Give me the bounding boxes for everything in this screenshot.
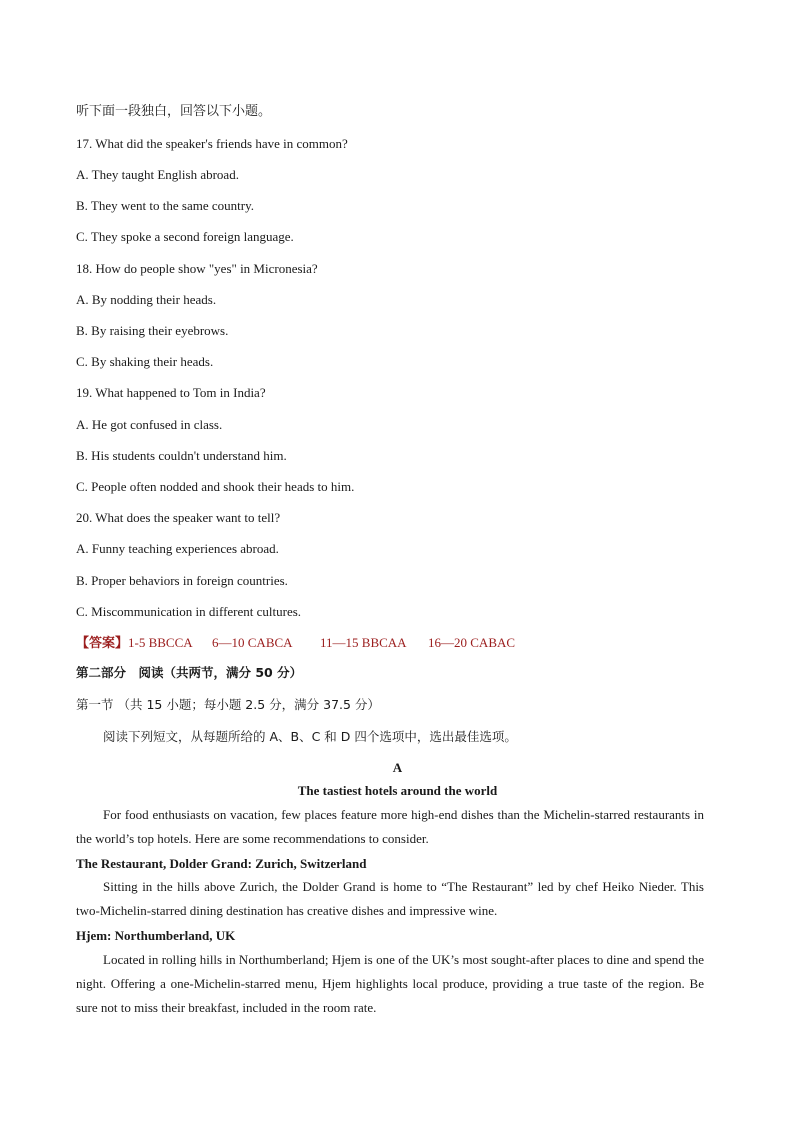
question-19-option-b: B. His students couldn't understand him. bbox=[76, 448, 287, 463]
answer-group-2: 6—10 CABCA bbox=[212, 635, 293, 650]
answer-group-3: 11—15 BBCAA bbox=[320, 635, 407, 650]
reading-instruction: 阅读下列短文，从每题所给的 A、B、C 和 D 四个选项中，选出最佳选项。 bbox=[103, 729, 517, 744]
question-20-option-b: B. Proper behaviors in foreign countries. bbox=[76, 573, 288, 588]
listening-intro: 听下面一段独白，回答以下小题。 bbox=[76, 104, 272, 119]
question-18: 18. How do people show "yes" in Micronesia? bbox=[76, 261, 318, 276]
question-19-option-a: A. He got confused in class. bbox=[76, 417, 223, 432]
passage-intro: For food enthusiasts on vacation, few places feature more high-end dishes than the Michelin-starred restaurants in the world’s top hotels. Here are some recommendations to consider. bbox=[76, 807, 704, 846]
answer-tag: 【答案】 bbox=[76, 636, 129, 651]
question-18-option-c: C. By shaking their heads. bbox=[76, 354, 214, 369]
section-one-heading: 第一节 （共 15 小题；每小题 2.5 分，满分 37.5 分） bbox=[76, 697, 380, 712]
question-18-option-b: B. By raising their eyebrows. bbox=[76, 323, 229, 338]
question-20: 20. What does the speaker want to tell? bbox=[76, 510, 281, 525]
answer-key bbox=[76, 635, 515, 652]
question-17-option-b: B. They went to the same country. bbox=[76, 198, 254, 213]
question-19: 19. What happened to Tom in India? bbox=[76, 385, 266, 400]
answer-group-4: 16—20 CABAC bbox=[428, 635, 516, 650]
question-19-option-c: C. People often nodded and shook their heads to him. bbox=[76, 479, 355, 494]
question-17-option-c: C. They spoke a second foreign language. bbox=[76, 229, 294, 244]
question-18-option-a: A. By nodding their heads. bbox=[76, 292, 217, 307]
passage-title: The tastiest hotels around the world bbox=[297, 783, 498, 798]
passage-letter: A bbox=[392, 760, 403, 775]
question-20-option-a: A. Funny teaching experiences abroad. bbox=[76, 541, 279, 556]
section-heading-dolder-grand: The Restaurant, Dolder Grand: Zurich, Switzerland bbox=[76, 856, 367, 871]
section-body-hjem: Located in rolling hills in Northumberland; Hjem is one of the UK’s most sought-after places to dine and spend the night. Offering a one-Michelin-starred menu, Hjem highlights local produce, providing a true taste of the region. Be sure not to miss their breakfast, included in the room rate. bbox=[76, 952, 704, 1015]
question-17: 17. What did the speaker's friends have in common? bbox=[76, 136, 348, 151]
part-two-heading: 第二部分 阅读（共两节，满分 50 分） bbox=[76, 665, 303, 680]
question-17-option-a: A. They taught English abroad. bbox=[76, 167, 239, 182]
section-heading-hjem: Hjem: Northumberland, UK bbox=[76, 928, 236, 943]
answer-group-1: 1-5 BBCCA bbox=[128, 635, 193, 650]
section-body-dolder-grand: Sitting in the hills above Zurich, the Dolder Grand is home to “The Restaurant” led by chef Heiko Nieder. This two-Michelin-starred dining destination has creative dishes and impressive wine. bbox=[76, 879, 704, 918]
question-20-option-c: C. Miscommunication in different cultures. bbox=[76, 604, 302, 619]
